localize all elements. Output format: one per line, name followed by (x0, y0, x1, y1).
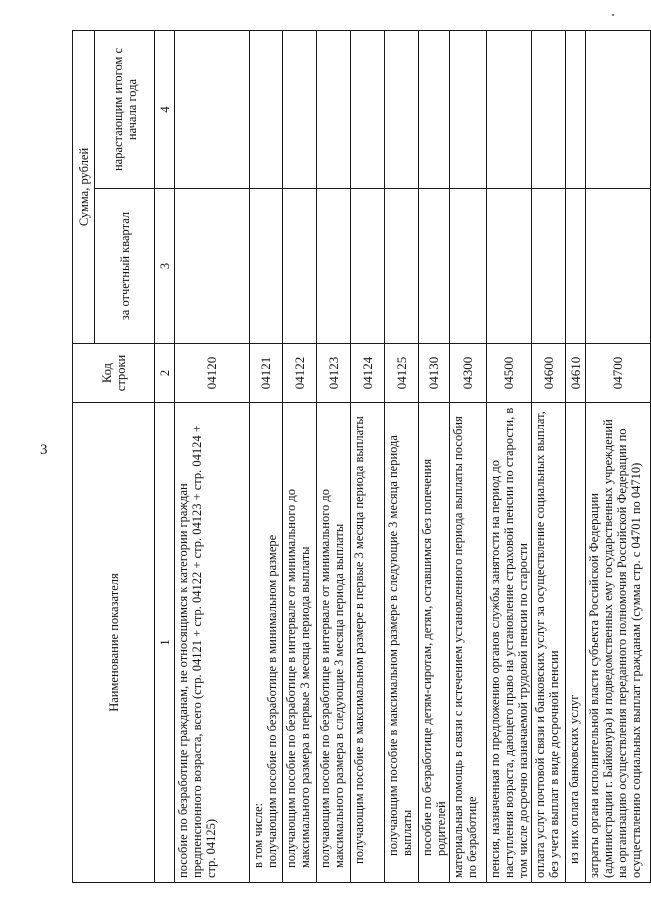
row-cumulative (419, 31, 450, 189)
row-cumulative (450, 31, 487, 189)
table-row (419, 31, 450, 883)
row-cumulative (317, 31, 351, 189)
row-code: 04124 (351, 344, 385, 403)
table-row (250, 31, 283, 883)
row-quarter (317, 189, 351, 344)
row-quarter (175, 189, 250, 344)
row-name: из них оплата банковских услуг (566, 403, 586, 883)
row-code: 04500 (487, 344, 532, 403)
row-name: оплата услуг почтовой связи и банковских услуг за осуществление социальных выплат, без учета выплат в виде досрочной пенсии (532, 403, 566, 883)
row-code: 04130 (419, 344, 450, 403)
row-code: 04300 (450, 344, 487, 403)
header-period: за отчетный квартал (95, 189, 155, 344)
rotated-report-table (72, 31, 647, 883)
report-table (72, 30, 651, 883)
row-name: получающим пособие по безработице в интервале от минимального до максимального размера в первые 3 месяца периода выплаты (283, 403, 317, 883)
row-quarter (487, 189, 532, 344)
row-code: 04123 (317, 344, 351, 403)
row-cumulative (566, 31, 586, 189)
row-quarter (250, 189, 283, 344)
table-row (532, 31, 566, 883)
row-quarter (351, 189, 385, 344)
row-quarter (283, 189, 317, 344)
row-quarter (586, 189, 651, 344)
table-row (175, 31, 250, 883)
table-row (283, 31, 317, 883)
header-sum: Сумма, рублей (73, 31, 95, 344)
row-name: материальная помощь в связи с истечением установленного периода выплаты пособия по безработице (450, 403, 487, 883)
header-name: Наименование показателя (73, 403, 155, 883)
row-name: пенсия, назначенная по предложению органов службы занятости на период до наступления возраста, дающего право на установление страховой пенсии по старости, в том числе досрочно назначаемой трудовой пенсии по старости (487, 403, 532, 883)
table-row (450, 31, 487, 883)
row-cumulative (250, 31, 283, 189)
row-code: 04120 (175, 344, 250, 403)
row-cumulative (586, 31, 651, 189)
row-prefix: в том числе: (251, 802, 265, 868)
scan-speck (612, 14, 614, 16)
row-quarter (532, 189, 566, 344)
table-row (385, 31, 419, 883)
table-row (566, 31, 586, 883)
row-cumulative (283, 31, 317, 189)
row-quarter (385, 189, 419, 344)
row-name: пособие по безработице гражданам, не относящимся к категории граждан предпенсионного возраста, всего (стр. 04121 + стр. 04122 + стр. 04123 + стр. 04124 + стр. 04125) (175, 403, 250, 883)
row-code: 04125 (385, 344, 419, 403)
row-code: 04121 (250, 344, 283, 403)
header-code: Код строки (73, 344, 155, 403)
table-row (487, 31, 532, 883)
row-name: получающим пособие в максимальном размере в следующие 3 месяца периода выплаты (385, 403, 419, 883)
row-cumulative (385, 31, 419, 189)
row-code: 04600 (532, 344, 566, 403)
table-row (586, 31, 651, 883)
row-name-cell (250, 403, 283, 883)
page-number: 3 (40, 442, 48, 458)
row-quarter (419, 189, 450, 344)
row-name: получающим пособие в максимальном размере в первые 3 месяца периода выплаты (351, 403, 385, 883)
row-cumulative (487, 31, 532, 189)
row-name: затраты органа исполнительной власти субъекта Российской Федерации (администрации г. Байконура) и подведомственных ему государственных учреждений на организацию осуществления переданного полномочия Российской Федерации по осуществлению социальных выплат гражданам (сумма стр. с 04701 по 04710) (586, 403, 651, 883)
colnum-2: 2 (155, 344, 175, 403)
colnum-3: 3 (155, 189, 175, 344)
table-row (351, 31, 385, 883)
colnum-4: 4 (155, 31, 175, 189)
row-code: 04122 (283, 344, 317, 403)
row-name: получающим пособие по безработице в минимальном размере (265, 534, 279, 868)
row-code: 04700 (586, 344, 651, 403)
row-name: пособие по безработице детям-сиротам, детям, оставшимся без попечения родителей (419, 403, 450, 883)
table-row (317, 31, 351, 883)
row-cumulative (351, 31, 385, 189)
colnum-1: 1 (155, 403, 175, 883)
row-code: 04610 (566, 344, 586, 403)
row-quarter (450, 189, 487, 344)
row-quarter (566, 189, 586, 344)
row-name: получающим пособие по безработице в интервале от минимального до максимального размера в следующие 3 месяца периода выплаты (317, 403, 351, 883)
header-cumulative: нарастающим итогом с начала года (95, 31, 155, 189)
row-cumulative (532, 31, 566, 189)
row-cumulative (175, 31, 250, 189)
